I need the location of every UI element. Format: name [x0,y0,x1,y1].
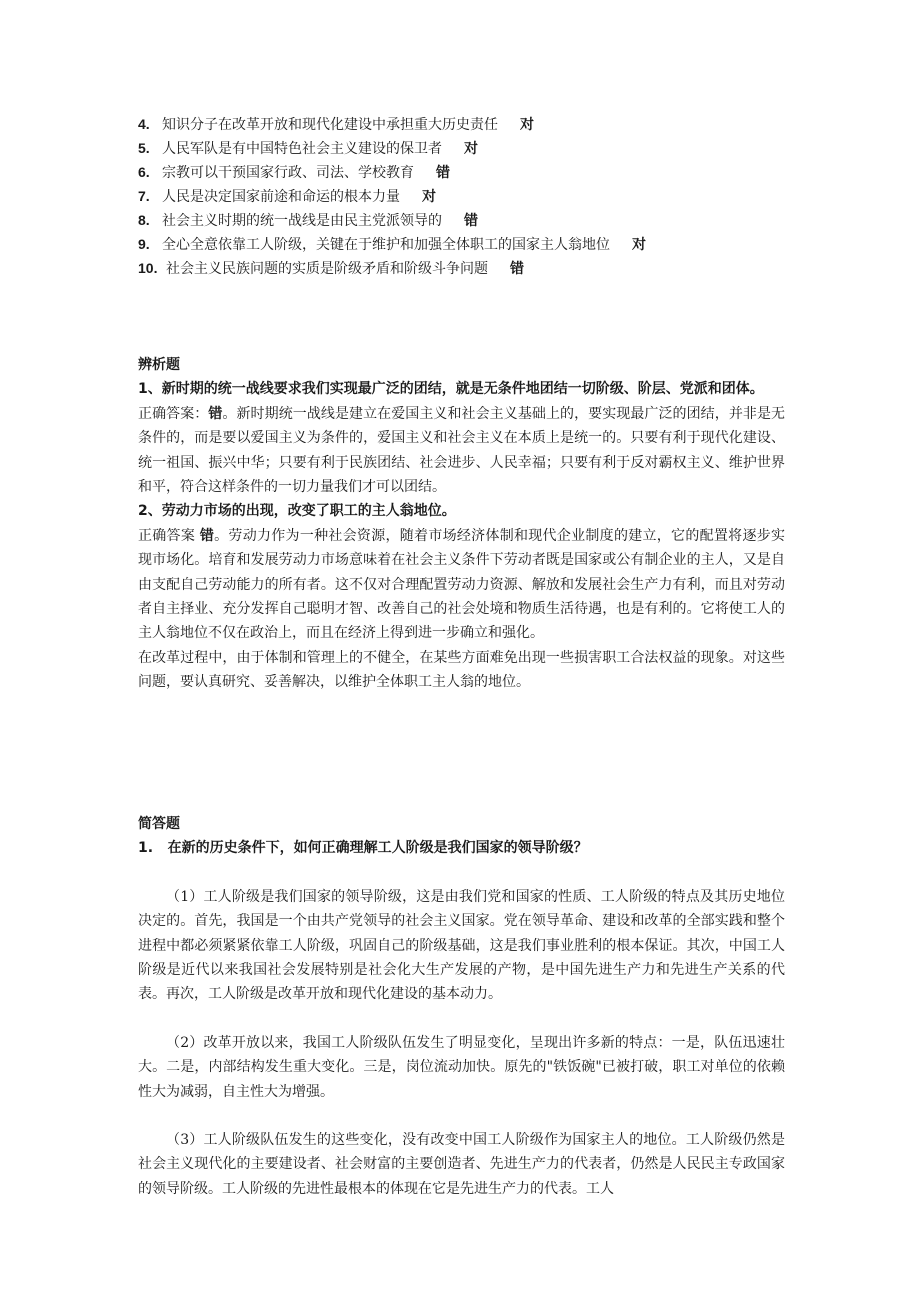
item-number: 9. [138,236,150,252]
list-item [138,112,818,136]
item-text: 人民军队是有中国特色社会主义建设的保卫者 [162,141,442,157]
answer-paragraph-1: （1）工人阶级是我们国家的领导阶级，这是由我们党和国家的性质、工人阶级的特点及其历史地位决定的。首先，我国是一个由共产党领导的社会主义国家。党在领导革命、建设和改革的全部实践和整个进程中都必须紧紧依靠工人阶级，巩固自己的阶级基础，这是我们事业胜利的根本保证。其次，中国工人阶级是近代以来我国社会发展特别是社会化大生产发展的产物，是中国先进生产力和先进生产关系的代表。再次，工人阶级是改革开放和现代化建设的基本动力。 [138,888,785,1003]
item-number: 5. [138,140,150,156]
item-number: 6. [138,164,150,180]
short-answer-question-1: 1. 在新的历史条件下，如何正确理解工人阶级是我们国家的领导阶级？ [138,840,588,857]
item-answer: 对 [422,189,436,205]
item-number: 8. [138,212,150,228]
answer-paragraph-2: （2）改革开放以来，我国工人阶级队伍发生了明显变化，呈现出许多新的特点：一是，队伍迅速壮大。二是，内部结构发生重大变化。三是，岗位流动加快。原先的"铁饭碗"已被打破，职工对单位的依赖性大为减弱，自主性大为增强。 [138,1034,785,1100]
analysis-question-2: 2、劳动力市场的出现，改变了职工的主人翁地位。 [138,503,456,520]
answer-verdict: 错 [208,405,223,422]
item-answer: 错 [436,165,450,181]
list-item [138,184,818,208]
analysis-answer-1 [138,402,785,500]
list-item [138,160,818,184]
analysis-question-1: 1、新时期的统一战线要求我们实现最广泛的团结，就是无条件地团结一切阶级、阶层、党派和团体。 [138,381,764,398]
item-text: 宗教可以干预国家行政、司法、学校教育 [162,165,414,181]
item-answer: 对 [632,237,646,253]
short-answer-section [138,812,785,1201]
item-answer: 错 [510,261,524,277]
list-item [138,136,818,160]
item-number: 10. [138,260,158,276]
blank-line [138,861,785,885]
item-text: 知识分子在改革开放和现代化建设中承担重大历史责任 [162,117,498,133]
analysis-answer-2 [138,524,785,646]
analysis-title: 辨析题 [138,357,180,373]
list-item [138,208,818,232]
answer-prefix: 正确答案： [138,405,209,422]
item-number: 7. [138,188,150,204]
answer-prefix: 正确答案 [138,527,200,544]
answer-verdict: 错 [199,527,215,544]
answer-body: 。劳动力作为一种社会资源，随着市场经济体制和现代企业制度的建立，它的配置将逐步实现市场化。培育和发展劳动力市场意味着在社会主义条件下劳动者既是国家或公有制企业的主人，又是自由支配自己劳动能力的所有者。这不仅对合理配置劳动力资源、解放和发展社会生产力有利，而且对劳动者自主择业、充分发挥自己聪明才智、改善自己的社会处境和物质生活待遇，也是有利的。它将使工人的主人翁地位不仅在政治上，而且在经济上得到进一步确立和强化。 [138,527,786,642]
item-answer: 错 [464,213,478,229]
answer-paragraph-3: （3）工人阶级队伍发生的这些变化，没有改变中国工人阶级作为国家主人的地位。工人阶级仍然是社会主义现代化的主要建设者、社会财富的主要创造者、先进生产力的代表者，仍然是人民民主专政国家的领导阶级。工人阶级的先进性最根本的体现在它是先进生产力的代表。工人 [138,1132,785,1197]
list-item [138,232,818,256]
list-item [138,256,818,280]
analysis-answer-2-extra: 在改革过程中，由于体制和管理上的不健全，在某些方面难免出现一些损害职工合法权益的现象。对这些问题，要认真研究、妥善解决，以维护全体职工主人翁的地位。 [138,649,785,691]
answer-body: 。新时期统一战线是建立在爱国主义和社会主义基础上的，要实现最广泛的团结，并非是无条件的，而是要以爱国主义为条件的，爱国主义和社会主义在本质上是统一的。只要有利于现代化建设、统一祖国、振兴中华；只要有利于民族团结、社会进步、人民幸福；只要有利于反对霸权主义、维护世界和平，符合这样条件的一切力量我们才可以团结。 [138,405,786,496]
short-answer-title: 简答题 [138,816,180,832]
item-text: 全心全意依靠工人阶级，关键在于维护和加强全体职工的国家主人翁地位 [162,237,610,253]
item-answer: 对 [464,141,478,157]
item-text: 社会主义时期的统一战线是由民主党派领导的 [162,213,442,229]
item-answer: 对 [520,117,534,133]
item-text: 人民是决定国家前途和命运的根本力量 [162,189,400,205]
blank-line [138,1007,785,1031]
true-false-list [138,112,818,280]
analysis-section [138,353,785,695]
item-number: 4. [138,116,150,132]
item-text: 社会主义民族问题的实质是阶级矛盾和阶级斗争问题 [166,261,488,277]
blank-line [138,1104,785,1128]
